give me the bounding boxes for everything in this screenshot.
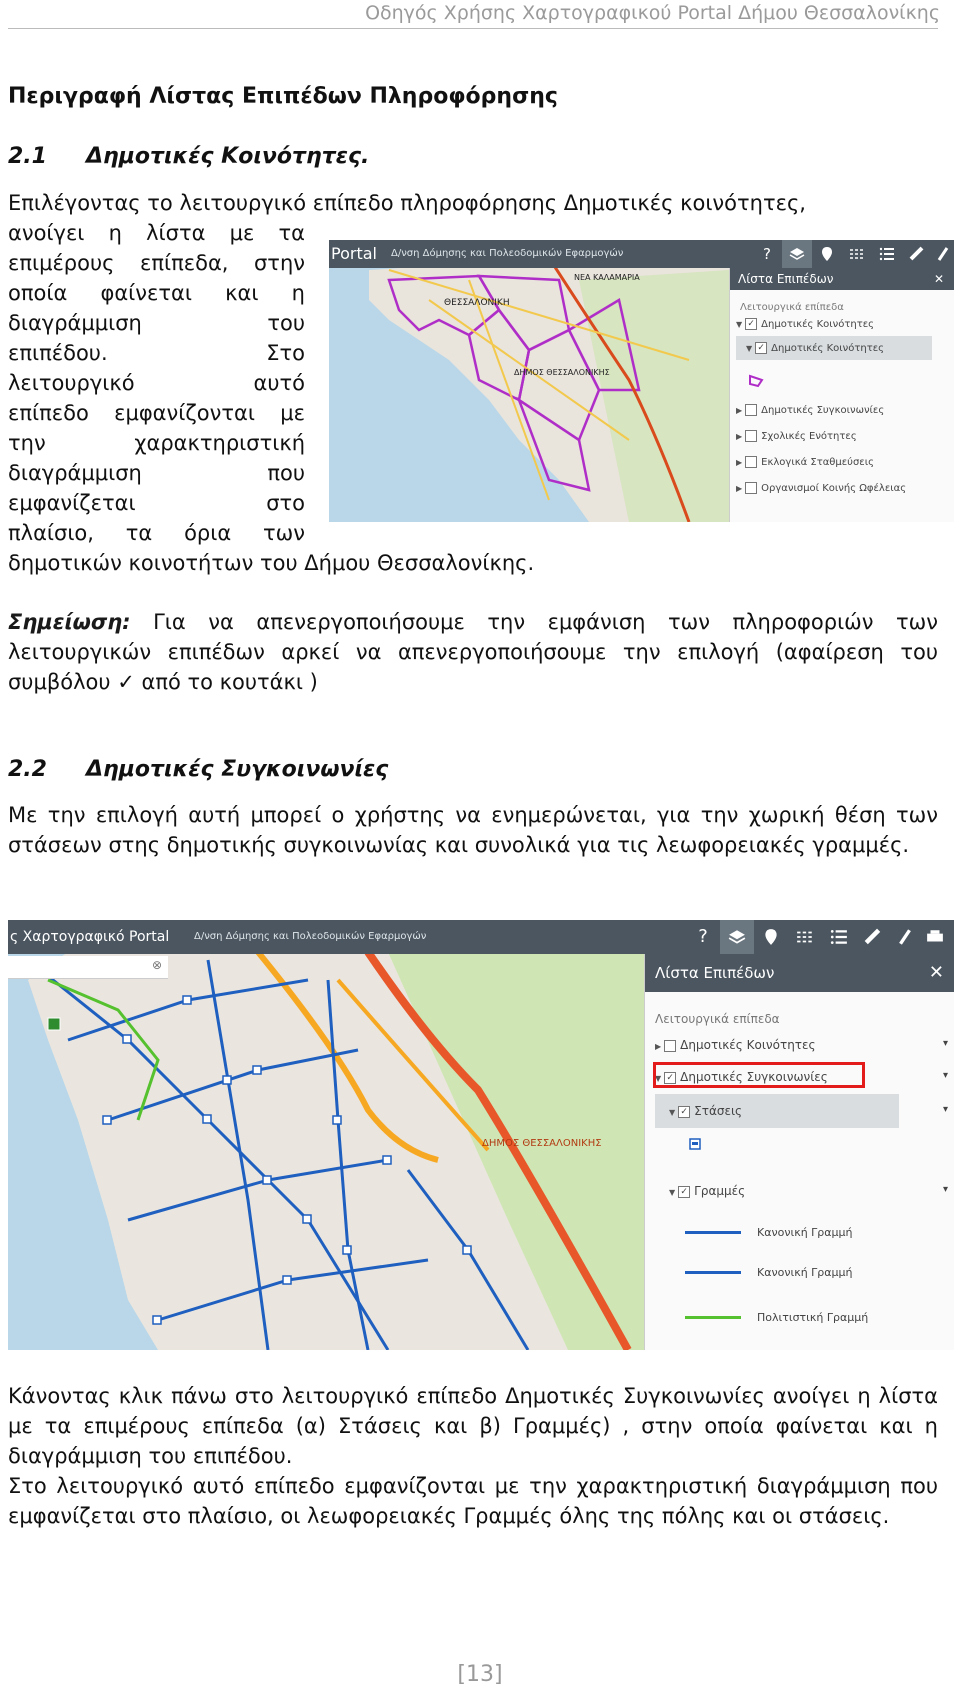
expand-icon[interactable]: ▼ (669, 1188, 676, 1197)
checkbox-icon[interactable]: ✓ (664, 1072, 676, 1084)
ruler-icon[interactable] (902, 240, 932, 268)
pin-icon[interactable] (754, 920, 788, 954)
list-icon[interactable] (872, 240, 902, 268)
layer-item[interactable]: ▼ ✓ Γραμμές (669, 1184, 746, 1198)
panel-title: Λίστα Επιπέδων (738, 272, 834, 286)
pin-icon[interactable] (812, 240, 842, 268)
wrapped-line: διαγράμμιση του (8, 311, 305, 335)
legend-label: Κανονική Γραμμή (757, 1266, 853, 1279)
wrapped-line: λειτουργικό αυτό (8, 371, 305, 395)
pencil-icon[interactable] (890, 920, 920, 954)
layer-item[interactable]: ▼ ✓ Στάσεις (669, 1104, 743, 1118)
menu-caret-icon[interactable]: ▾ (942, 1038, 948, 1049)
layer-item[interactable]: ▼ ✓ Δημοτικές Κοινότητες (746, 343, 884, 354)
map-label: ΔΗΜΟΣ ΘΕΣΣΑΛΟΝΙΚΗΣ (482, 1138, 602, 1149)
wrapped-line: εμφανίζεται στο (8, 491, 305, 515)
layer-list-panel (644, 954, 954, 1350)
expand-icon[interactable]: ▶ (736, 484, 743, 493)
wrapped-line: πλαίσιο, τα όρια των (8, 521, 305, 545)
note-paragraph: Σημείωση: Για να απενεργοποιήσουμε την εμφάνιση των πληροφοριών των λειτουργικών επιπέδων αρκεί να απενεργοποιήσουμε την επιλογή (αφαίρεση του συμβόλου ✓ από το κουτάκι ) (8, 610, 938, 694)
note-label: Σημείωση: (8, 610, 131, 634)
panel-title: Λίστα Επιπέδων (655, 964, 775, 982)
toolbar-icons (686, 920, 950, 954)
app-toolbar (8, 920, 954, 954)
ruler-icon[interactable] (856, 920, 890, 954)
checkbox-icon[interactable] (745, 456, 757, 468)
clear-icon[interactable]: ⊗ (151, 958, 162, 972)
legend-swatch (685, 1316, 741, 1319)
checkbox-icon[interactable]: ✓ (678, 1186, 690, 1198)
app-subtitle: Δ/νση Δόμησης και Πολεοδομικών Εφαρμογών (391, 248, 624, 259)
app-title: ς Χαρτογραφικό Portal (10, 929, 170, 945)
close-icon[interactable]: ✕ (933, 272, 944, 286)
layer-item[interactable]: ▼ ✓ Δημοτικές Κοινότητες (736, 319, 874, 330)
checkbox-icon[interactable] (745, 430, 757, 442)
print-icon[interactable] (920, 920, 950, 954)
closing-paragraph-2: Στο λειτουργικό αυτό επίπεδο εμφανίζονται με την χαρακτηριστική διαγράμμιση που εμφανίζεται στο πλαίσιο, οι λεωφορειακές Γραμμές όλης της πόλης και οι στάσεις. (8, 1474, 938, 1528)
section-number: 2.2 (8, 757, 47, 782)
layer-item[interactable]: ▶ Δημοτικές Κοινότητες (655, 1038, 816, 1052)
measure-icon[interactable] (842, 240, 872, 268)
section-title: Δημοτικές Κοινότητες. (86, 144, 370, 169)
polygon-legend-icon (748, 374, 764, 391)
menu-caret-icon[interactable]: ▾ (942, 1184, 948, 1195)
search-input[interactable] (8, 956, 168, 979)
wrapped-line: οποία φαίνεται και η (8, 281, 305, 305)
header-rule (8, 28, 938, 29)
list-icon[interactable] (822, 920, 856, 954)
checkbox-icon[interactable]: ✓ (755, 342, 767, 354)
toolbar-icons (752, 240, 954, 268)
checkbox-icon[interactable] (664, 1040, 676, 1052)
close-icon[interactable]: ✕ (928, 962, 944, 983)
wrapped-line: επιμέρους επίπεδα, στην (8, 251, 305, 275)
checkbox-icon[interactable] (745, 404, 757, 416)
layer-item[interactable]: ▶ Οργανισμοί Κοινής Ωφέλειας (736, 483, 907, 494)
checkbox-icon[interactable] (745, 482, 757, 494)
expand-icon[interactable]: ▼ (736, 320, 743, 329)
expand-icon[interactable]: ▼ (655, 1074, 662, 1083)
section-1-first-line: Επιλέγοντας το λειτουργικό επίπεδο πληροφόρησης Δημοτικές κοινότητες, (8, 191, 806, 215)
group-label: Λειτουργικά επίπεδα (740, 302, 844, 313)
expand-icon[interactable]: ▼ (669, 1108, 676, 1117)
expand-icon[interactable]: ▼ (746, 344, 753, 353)
app-toolbar (329, 240, 954, 268)
closing-paragraph-1: Κάνοντας κλικ πάνω στο λειτουργικό επίπεδο Δημοτικές Συγκοινωνίες ανοίγει η λίστα με τα επιμέρους επίπεδα (α) Στάσεις και β) Γραμμές) , στην οποία φαίνεται και η διαγράμμιση του επιπέδου. (8, 1384, 938, 1468)
checkbox-icon[interactable]: ✓ (678, 1106, 690, 1118)
section-1-last-line: δημοτικών κοινοτήτων του Δήμου Θεσσαλονίκης. (8, 551, 535, 575)
panel-header (730, 268, 954, 290)
panel-header (645, 954, 954, 992)
menu-caret-icon[interactable]: ▾ (942, 1070, 948, 1081)
highlight-box (653, 1062, 865, 1088)
checkbox-icon[interactable]: ✓ (745, 318, 757, 330)
map-label: ΘΕΣΣΑΛΟΝΙΚΗ (444, 298, 510, 308)
check-mark-icon: ✓ (117, 670, 135, 694)
measure-icon[interactable] (788, 920, 822, 954)
layer-item[interactable]: ▶ Σχολικές Ενότητες (736, 431, 857, 442)
map-label: ΔΗΜΟΣ ΘΕΣΣΑΛΟΝΙΚΗΣ (514, 368, 610, 377)
section-number: 2.1 (8, 144, 47, 169)
app-subtitle: Δ/νση Δόμησης και Πολεοδομικών Εφαρμογών (194, 931, 427, 942)
help-icon[interactable]: ? (763, 245, 771, 263)
section-1-wrapped-text (8, 218, 305, 548)
layers-icon[interactable] (720, 920, 754, 954)
legend-swatch (685, 1231, 741, 1234)
running-header: Οδηγός Χρήσης Χαρτογραφικού Portal Δήμου Θεσσαλονίκης (365, 2, 940, 24)
layers-icon[interactable] (782, 240, 812, 268)
expand-icon[interactable]: ▶ (736, 406, 743, 415)
wrapped-line: επιπέδου. Στο (8, 341, 305, 365)
wrapped-line: επίπεδο εμφανίζονται με (8, 401, 305, 425)
section-2-1-heading (8, 144, 369, 169)
page-number: [13] (457, 1662, 503, 1687)
wrapped-line: διαγράμμιση που (8, 461, 305, 485)
help-icon[interactable]: ? (698, 926, 708, 947)
layer-list-panel (729, 268, 954, 522)
expand-icon[interactable]: ▶ (655, 1042, 662, 1051)
wrapped-line: την χαρακτηριστική (8, 431, 305, 455)
page-heading: Περιγραφή Λίστας Επιπέδων Πληροφόρησης (8, 84, 558, 109)
bus-stop-icon (689, 1138, 701, 1153)
menu-caret-icon[interactable]: ▾ (942, 1104, 948, 1115)
section-2-body: Με την επιλογή αυτή μπορεί ο χρήστης να ενημερώνεται, για την χωρική θέση των στάσεων στης δημοτικής συγκοινωνίας και συνολικά για τις λεωφορειακές γραμμές. (8, 803, 938, 857)
expand-icon[interactable]: ▶ (736, 432, 743, 441)
transit-map-screenshot (8, 920, 954, 1350)
legend-label: Πολιτιστική Γραμμή (757, 1311, 869, 1324)
wrapped-line: ανοίγει η λίστα με τα (8, 221, 305, 245)
layer-item[interactable]: ▼ ✓ Δημοτικές Συγκοινωνίες (655, 1070, 828, 1084)
legend-label: Κανονική Γραμμή (757, 1226, 853, 1239)
map-label: ΝΕΑ ΚΑΛΑΜΑΡΙΑ (574, 273, 640, 282)
app-title: Portal (331, 244, 377, 263)
layer-item[interactable]: ▶ Εκλογικά Σταθμεύσεις (736, 457, 874, 468)
layer-item[interactable]: ▶ Δημοτικές Συγκοινωνίες (736, 405, 885, 416)
section-2-2-heading (8, 757, 388, 782)
community-map-screenshot (329, 240, 954, 522)
group-label: Λειτουργικά επίπεδα (655, 1012, 780, 1026)
expand-icon[interactable]: ▶ (736, 458, 743, 467)
section-title: Δημοτικές Συγκοινωνίες (86, 757, 389, 782)
legend-swatch (685, 1271, 741, 1274)
pencil-icon[interactable] (932, 240, 954, 268)
